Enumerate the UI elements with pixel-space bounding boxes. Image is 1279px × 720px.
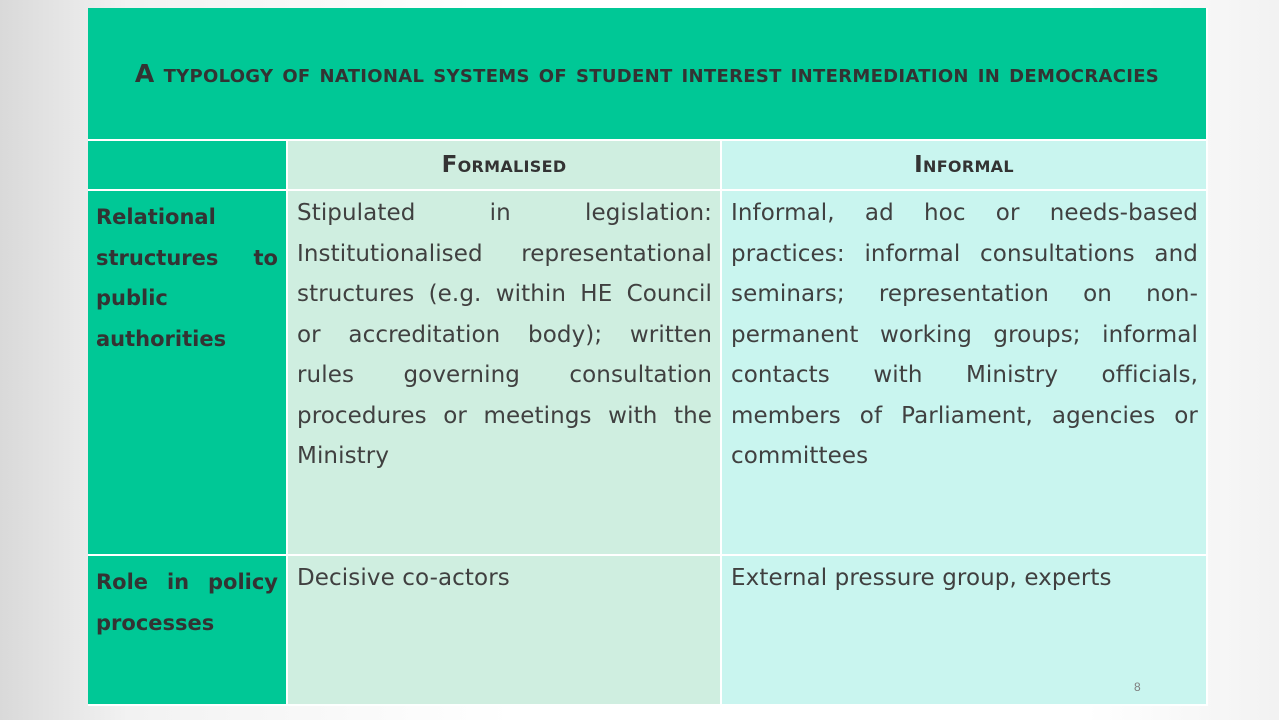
column-header-informal — [722, 141, 1208, 191]
cell-text: Stipulated in legislation: Institutionalised representational structures (e.g. within HE Council or accreditation body); written rules governing consultation procedures or meetings with the Ministry — [297, 200, 712, 469]
table-cell-formalised — [288, 556, 722, 706]
row-header-label: Role in policy processes — [96, 570, 278, 635]
row-header-label: Relational structures to public authorities — [96, 205, 278, 351]
table-cell-informal — [722, 191, 1208, 556]
table-corner-cell — [88, 141, 288, 191]
slide-title: A typology of national systems of student interest intermediation in democracies — [134, 58, 1160, 88]
table-title-cell — [88, 8, 1208, 141]
cell-text: Informal, ad hoc or needs-based practices: informal consultations and seminars; representation on non-permanent working groups; informal contacts with Ministry officials, members of Parliament, agencies or committees — [731, 200, 1198, 469]
cell-text: External pressure group, experts — [731, 565, 1112, 591]
table-cell-formalised — [288, 191, 722, 556]
column-header-informal-label: Informal — [914, 152, 1014, 178]
cell-text: Decisive co-actors — [297, 565, 510, 591]
row-header-role-in-policy — [88, 556, 288, 706]
row-header-relational-structures — [88, 191, 288, 556]
column-header-formalised-label: Formalised — [441, 152, 567, 178]
typology-table — [88, 8, 1208, 708]
page-number: 8 — [1134, 680, 1141, 694]
column-header-formalised — [288, 141, 722, 191]
